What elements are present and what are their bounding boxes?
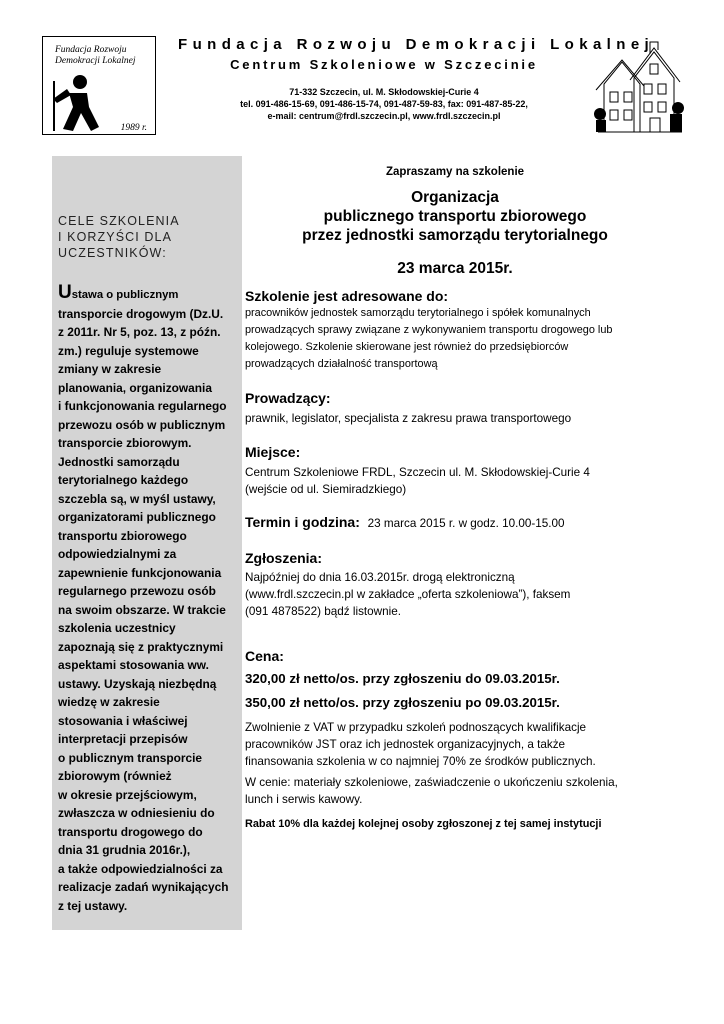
sidebar-line: zwłaszcza w odniesieniu do — [58, 806, 215, 820]
course-title — [245, 188, 665, 245]
drop-cap: U — [58, 282, 72, 303]
sidebar-line: a także odpowiedzialności za — [58, 861, 223, 876]
sidebar-line: o publicznym transporcie — [58, 750, 203, 765]
audience-line: kolejowego. Szkolenie skierowane jest również do przedsiębiorców — [245, 341, 569, 353]
price-late: 350,00 zł netto/os. przy zgłoszeniu po 09.03.2015r. — [245, 695, 560, 710]
vat-line: finansowania szkolenia w co najmniej 70% ze środków publicznych. — [245, 755, 596, 768]
header-title: Fundacja Rozwoju Demokracji Lokalnej — [178, 36, 655, 53]
apply-line: (www.frdl.szczecin.pl w zakładce „oferta szkoleniowa”), faksem — [245, 588, 571, 601]
audience-line: prowadzących działalność transportową — [245, 358, 438, 370]
place-line: (wejście od ul. Siemiradzkiego) — [245, 483, 407, 496]
header-contact — [178, 86, 590, 122]
invite-text: Zapraszamy na szkolenie — [385, 166, 525, 178]
sidebar-line: realizacje zadań wynikających — [58, 880, 229, 894]
audience-text — [245, 305, 685, 373]
audience-line: pracowników jednostek samorządu terytorialnego i spółek komunalnych — [245, 307, 591, 319]
sidebar-line: Jednostki samorządu — [58, 454, 180, 469]
sidebar-line: ustawy. Uzyskają niezbędną — [58, 676, 217, 691]
sidebar-line: zapoznają się z praktycznymi — [58, 639, 224, 654]
sidebar-line: zbiorowym (również — [58, 769, 172, 783]
org-logo-name-line2: Demokracji Lokalnej — [55, 56, 136, 66]
course-date: 23 marca 2015r. — [397, 260, 513, 277]
founding-year: 1989 r. — [120, 123, 147, 133]
sidebar-line: i funkcjonowania regularnego — [58, 399, 227, 413]
price-early: 320,00 zł netto/os. przy zgłoszeniu do 09.03.2015r. — [245, 671, 560, 686]
trainer-text: prawnik, legislator, specjalista z zakresu prawa transportowego — [245, 412, 572, 425]
walking-figure-icon — [47, 73, 105, 135]
sidebar-line: zm.) reguluje systemowe — [58, 343, 199, 358]
audience-line: prowadzących sprawy związane z wykonywaniem transportu drogowego lub — [245, 324, 613, 336]
header-address: 71-332 Szczecin, ul. M. Skłodowskiej-Curie 4 — [289, 87, 479, 97]
course-title-line: publicznego transportu zbiorowego — [323, 208, 587, 225]
course-title-line: przez jednostki samorządu terytorialnego — [302, 227, 608, 244]
sidebar-line: dnia 31 grudnia 2016r.), — [58, 843, 191, 857]
sidebar-line: interpretacji przepisów — [58, 732, 188, 746]
sidebar-line: szkolenia uczestnicy — [58, 621, 176, 635]
org-logo-box — [42, 36, 156, 135]
sidebar-heading-line: UCZESTNIKÓW: — [58, 246, 167, 260]
sidebar-line: stosowania i właściwej — [58, 713, 188, 728]
header-email-web: e-mail: centrum@frdl.szczecin.pl, www.frdl.szczecin.pl — [267, 111, 501, 121]
place-line: Centrum Szkoleniowe FRDL, Szczecin ul. M. Skłodowskiej-Curie 4 — [245, 466, 590, 479]
vat-line: pracowników JST oraz ich jednostek organizacyjnych, a także — [245, 738, 566, 751]
sidebar-line: na swoim obszarze. W trakcie — [58, 602, 226, 617]
sidebar-line: zapewnienie funkcjonowania — [58, 565, 222, 580]
sidebar-body-first-line — [58, 284, 242, 305]
sidebar-line: transporcie drogowym (Dz.U. — [58, 306, 224, 321]
header-subtitle: Centrum Szkoleniowe w Szczecinie — [230, 57, 538, 72]
sidebar-heading-line: CELE SZKOLENIA — [58, 214, 180, 228]
sidebar-line: odpowiedzialnymi za — [58, 547, 177, 561]
sidebar-line: szczebla są, w myśl ustawy, — [58, 491, 216, 506]
vat-line: Zwolnienie z VAT w przypadku szkoleń podnoszących kwalifikacje — [245, 721, 587, 734]
sidebar-line: transporcie zbiorowym. — [58, 436, 192, 450]
includes-line: W cenie: materiały szkoleniowe, zaświadczenie o ukończeniu szkolenia, — [245, 776, 618, 789]
price-heading: Cena: — [245, 648, 284, 664]
org-logo-name — [55, 45, 135, 67]
includes-line: lunch i serwis kawowy. — [245, 793, 363, 806]
discount-text: Rabat 10% dla każdej kolejnej osoby zgłoszonej z tej samej instytucji — [245, 818, 602, 830]
sidebar-line: przewozu osób w publicznym — [58, 417, 226, 432]
includes-text — [245, 774, 685, 808]
apply-line: (091 4878522) bądź listownie. — [245, 605, 401, 618]
sidebar-line: terytorialnego każdego — [58, 473, 189, 487]
sidebar-line: wiedzę w zakresie — [58, 695, 160, 709]
audience-heading: Szkolenie jest adresowane do: — [245, 288, 449, 304]
apply-heading: Zgłoszenia: — [245, 550, 323, 566]
apply-line: Najpóźniej do dnia 16.03.2015r. drogą elektroniczną — [245, 571, 515, 584]
sidebar-line: zmiany w zakresie — [58, 362, 162, 376]
sidebar-body — [58, 284, 242, 915]
sidebar-heading — [58, 213, 180, 261]
place-heading: Miejsce: — [245, 444, 301, 460]
sidebar-first-text: stawa o publicznym — [71, 289, 179, 301]
sidebar-line: transportu drogowego do — [58, 824, 203, 839]
sidebar-line: regularnego przewozu osób — [58, 584, 216, 598]
trainer-heading: Prowadzący: — [245, 390, 331, 406]
place-text — [245, 464, 685, 498]
org-logo-name-line1: Fundacja Rozwoju — [55, 45, 127, 55]
sidebar-line: aspektami stosowania ww. — [58, 658, 209, 672]
header-phones: tel. 091-486-15-69, 091-486-15-74, 091-487-59-83, fax: 091-487-85-22, — [240, 99, 528, 109]
sidebar-line: transportu zbiorowego — [58, 528, 187, 543]
sidebar-heading-line: I KORZYŚCI DLA — [58, 230, 173, 244]
vat-text — [245, 719, 685, 770]
building-illustration — [594, 40, 686, 136]
sidebar-line: organizatorami publicznego — [58, 510, 216, 524]
time-heading — [245, 514, 565, 530]
course-title-line: Organizacja — [411, 189, 499, 206]
sidebar-line: z 2011r. Nr 5, poz. 13, z późn. — [58, 325, 221, 339]
time-title: Termin i godzina: — [245, 514, 360, 530]
goals-sidebar — [52, 156, 242, 930]
sidebar-line: planowania, organizowania — [58, 380, 212, 395]
time-text: 23 marca 2015 r. w godz. 10.00-15.00 — [367, 517, 565, 530]
sidebar-line: w okresie przejściowym, — [58, 787, 197, 802]
sidebar-line: z tej ustawy. — [58, 898, 128, 913]
apply-text — [245, 569, 685, 620]
